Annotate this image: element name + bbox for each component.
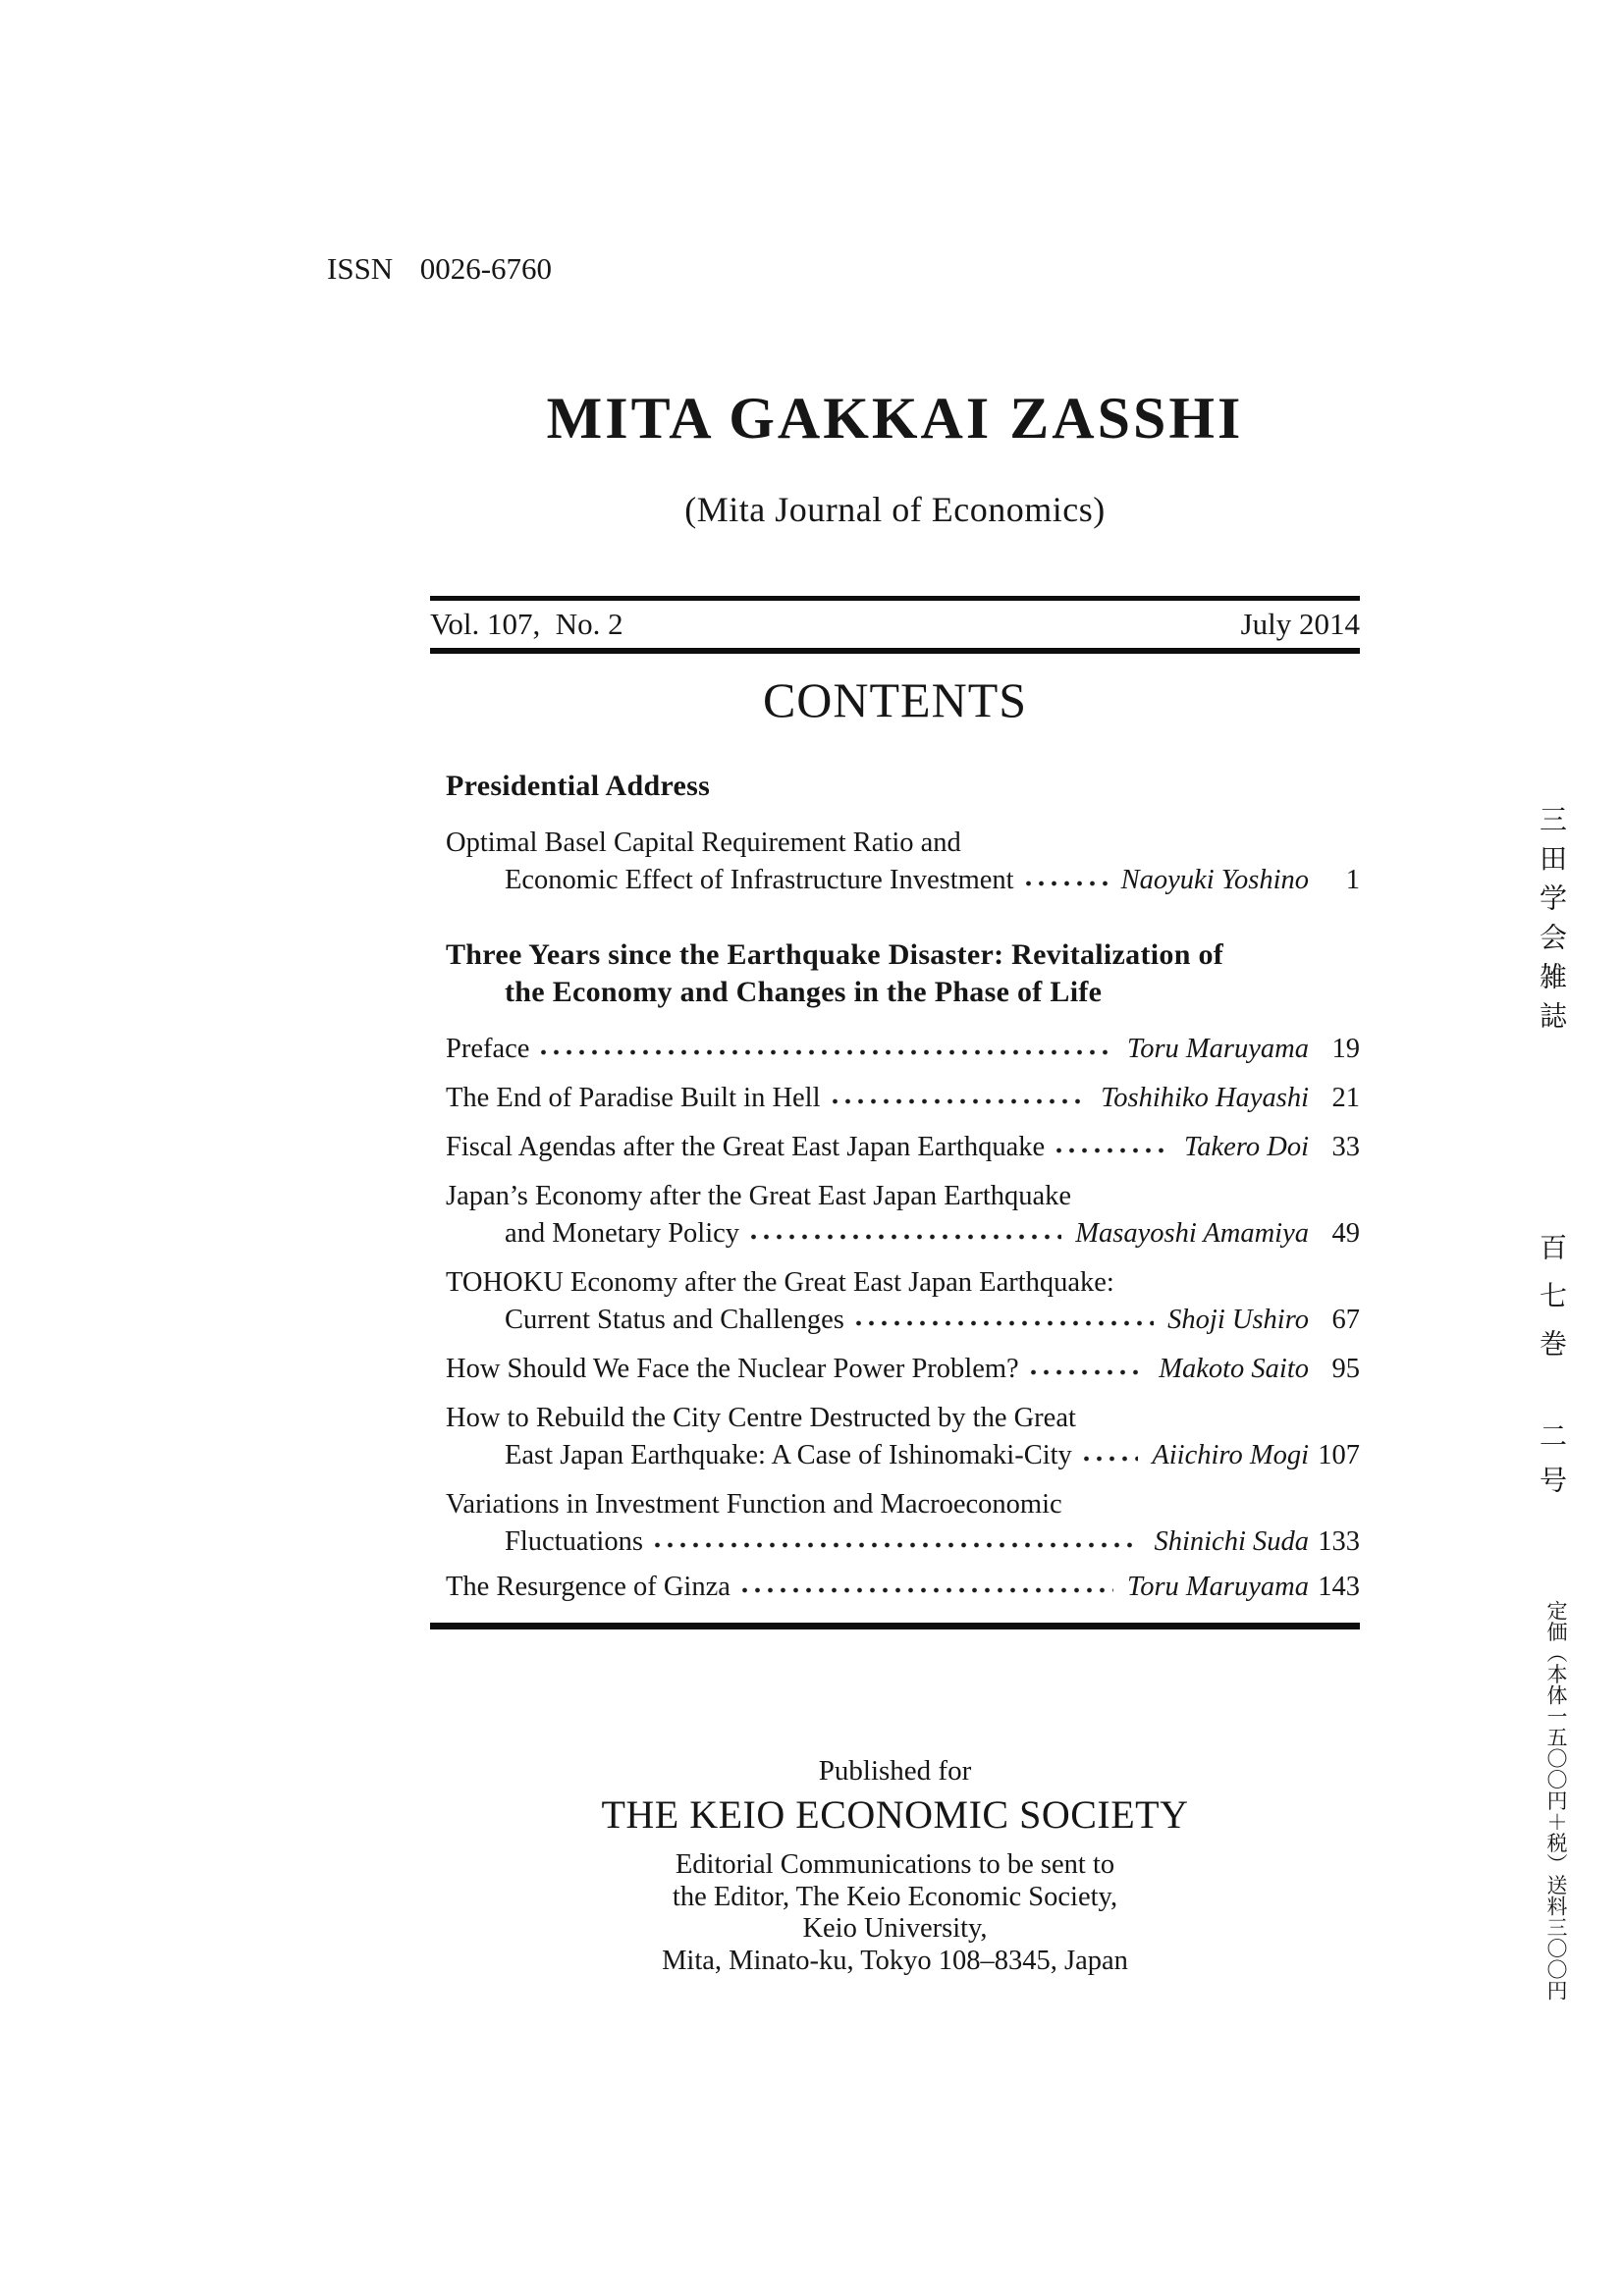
dot-leader xyxy=(747,1215,1061,1253)
dot-leader xyxy=(1022,862,1108,899)
section-heading-three-years xyxy=(446,936,1360,1011)
entry-title: Fiscal Agendas after the Great East Japan Earthquake xyxy=(446,1132,1046,1162)
vertical-journal-name-ja: 三田学会雑誌 xyxy=(1536,805,1568,1041)
dot-leader xyxy=(1027,1351,1146,1388)
vertical-issue-ja: 二号 xyxy=(1536,1421,1568,1510)
entry-title: and Monetary Policy xyxy=(505,1218,740,1249)
dot-leader xyxy=(852,1302,1154,1339)
section-heading-line: Three Years since the Earthquake Disaster: Revitalization of xyxy=(446,938,1224,971)
entry-page-number: 21 xyxy=(1331,1083,1360,1113)
toc-entry xyxy=(446,1569,1360,1606)
entry-author: Naoyuki Yoshino xyxy=(1120,865,1309,895)
toc-entry xyxy=(446,1129,1360,1166)
entry-title: East Japan Earthquake: A Case of Ishinomaki-City xyxy=(505,1440,1072,1470)
entry-title-line: TOHOKU Economy after the Great East Japan Earthquake: xyxy=(446,1267,1114,1298)
vertical-price-ja: 定価（本体一五〇〇円＋税）送料三〇〇円 xyxy=(1544,1600,1568,2002)
entry-title-line: Japan’s Economy after the Great East Japan Earthquake xyxy=(446,1181,1072,1211)
publisher-address xyxy=(430,1849,1360,1977)
entry-author: Shoji Ushiro xyxy=(1167,1305,1309,1335)
toc-entry xyxy=(446,1351,1360,1388)
published-for-text: Published for xyxy=(818,1755,972,1787)
bottom-rule xyxy=(430,1623,1360,1629)
dot-leader xyxy=(1080,1437,1139,1474)
dot-leader xyxy=(738,1569,1113,1606)
entry-title: Economic Effect of Infrastructure Investment xyxy=(505,865,1014,895)
entry-page-number: 1 xyxy=(1345,865,1360,895)
toc-entry xyxy=(446,1080,1360,1117)
publisher-block xyxy=(430,1754,1360,1977)
entry-author: Shinichi Suda xyxy=(1154,1526,1309,1557)
toc-entry xyxy=(446,1178,1360,1253)
entry-page-number: 33 xyxy=(1331,1132,1360,1162)
contents-heading: CONTENTS xyxy=(762,672,1028,727)
toc-entry xyxy=(446,1400,1360,1474)
entry-author: Toru Maruyama xyxy=(1126,1572,1309,1602)
section-heading-presidential-address: Presidential Address xyxy=(446,770,711,802)
mid-rule xyxy=(430,648,1360,654)
entry-page-number: 133 xyxy=(1318,1526,1360,1557)
entry-title-line: How to Rebuild the City Centre Destructed by the Great xyxy=(446,1403,1076,1433)
society-name: THE KEIO ECONOMIC SOCIETY xyxy=(601,1792,1189,1837)
toc-entry xyxy=(446,1486,1360,1561)
entry-page-number: 19 xyxy=(1331,1034,1360,1064)
issn-text: ISSN 0026-6760 xyxy=(327,251,553,286)
journal-subtitle: (Mita Journal of Economics) xyxy=(684,490,1106,529)
entry-page-number: 67 xyxy=(1331,1305,1360,1335)
dot-leader xyxy=(537,1031,1113,1068)
entry-page-number: 95 xyxy=(1331,1354,1360,1384)
issue-date: July 2014 xyxy=(1240,607,1360,641)
table-of-contents xyxy=(446,768,1360,1606)
entry-author: Toshihiko Hayashi xyxy=(1101,1083,1309,1113)
address-line: Keio University, xyxy=(802,1913,988,1944)
entry-title: Current Status and Challenges xyxy=(505,1305,844,1335)
address-line: the Editor, The Keio Economic Society, xyxy=(672,1881,1118,1912)
dot-leader xyxy=(1053,1129,1170,1166)
entry-author: Takero Doi xyxy=(1184,1132,1309,1162)
entry-author: Toru Maruyama xyxy=(1126,1034,1309,1064)
entry-author: Aiichiro Mogi xyxy=(1152,1440,1309,1470)
volume-number: Vol. 107, No. 2 xyxy=(430,607,623,641)
entry-title: Preface xyxy=(446,1034,530,1064)
entry-page-number: 107 xyxy=(1318,1440,1360,1470)
toc-entry xyxy=(446,1031,1360,1068)
toc-entry xyxy=(446,1264,1360,1339)
entry-author: Masayoshi Amamiya xyxy=(1075,1218,1309,1249)
address-line: Mita, Minato-ku, Tokyo 108–8345, Japan xyxy=(662,1945,1128,1976)
toc-entry xyxy=(446,825,1360,899)
top-rule xyxy=(430,596,1360,601)
dot-leader xyxy=(829,1080,1088,1117)
entry-title-line: Optimal Basel Capital Requirement Ratio and xyxy=(446,828,961,858)
entry-title: How Should We Face the Nuclear Power Problem? xyxy=(446,1354,1019,1384)
entry-author: Makoto Saito xyxy=(1159,1354,1309,1384)
entry-page-number: 49 xyxy=(1331,1218,1360,1249)
entry-page-number: 143 xyxy=(1318,1572,1360,1602)
entry-title: Fluctuations xyxy=(505,1526,643,1557)
vertical-volume-ja: 百七巻 xyxy=(1536,1233,1568,1377)
journal-title: MITA GAKKAI ZASSHI xyxy=(546,386,1244,451)
entry-title: The End of Paradise Built in Hell xyxy=(446,1083,821,1113)
dot-leader xyxy=(651,1523,1141,1561)
entry-title: The Resurgence of Ginza xyxy=(446,1572,730,1602)
volume-date-line xyxy=(430,605,1360,644)
section-heading-line: the Economy and Changes in the Phase of Life xyxy=(505,976,1103,1008)
entry-title-line: Variations in Investment Function and Macroeconomic xyxy=(446,1489,1062,1520)
address-line: Editorial Communications to be sent to xyxy=(675,1849,1115,1880)
